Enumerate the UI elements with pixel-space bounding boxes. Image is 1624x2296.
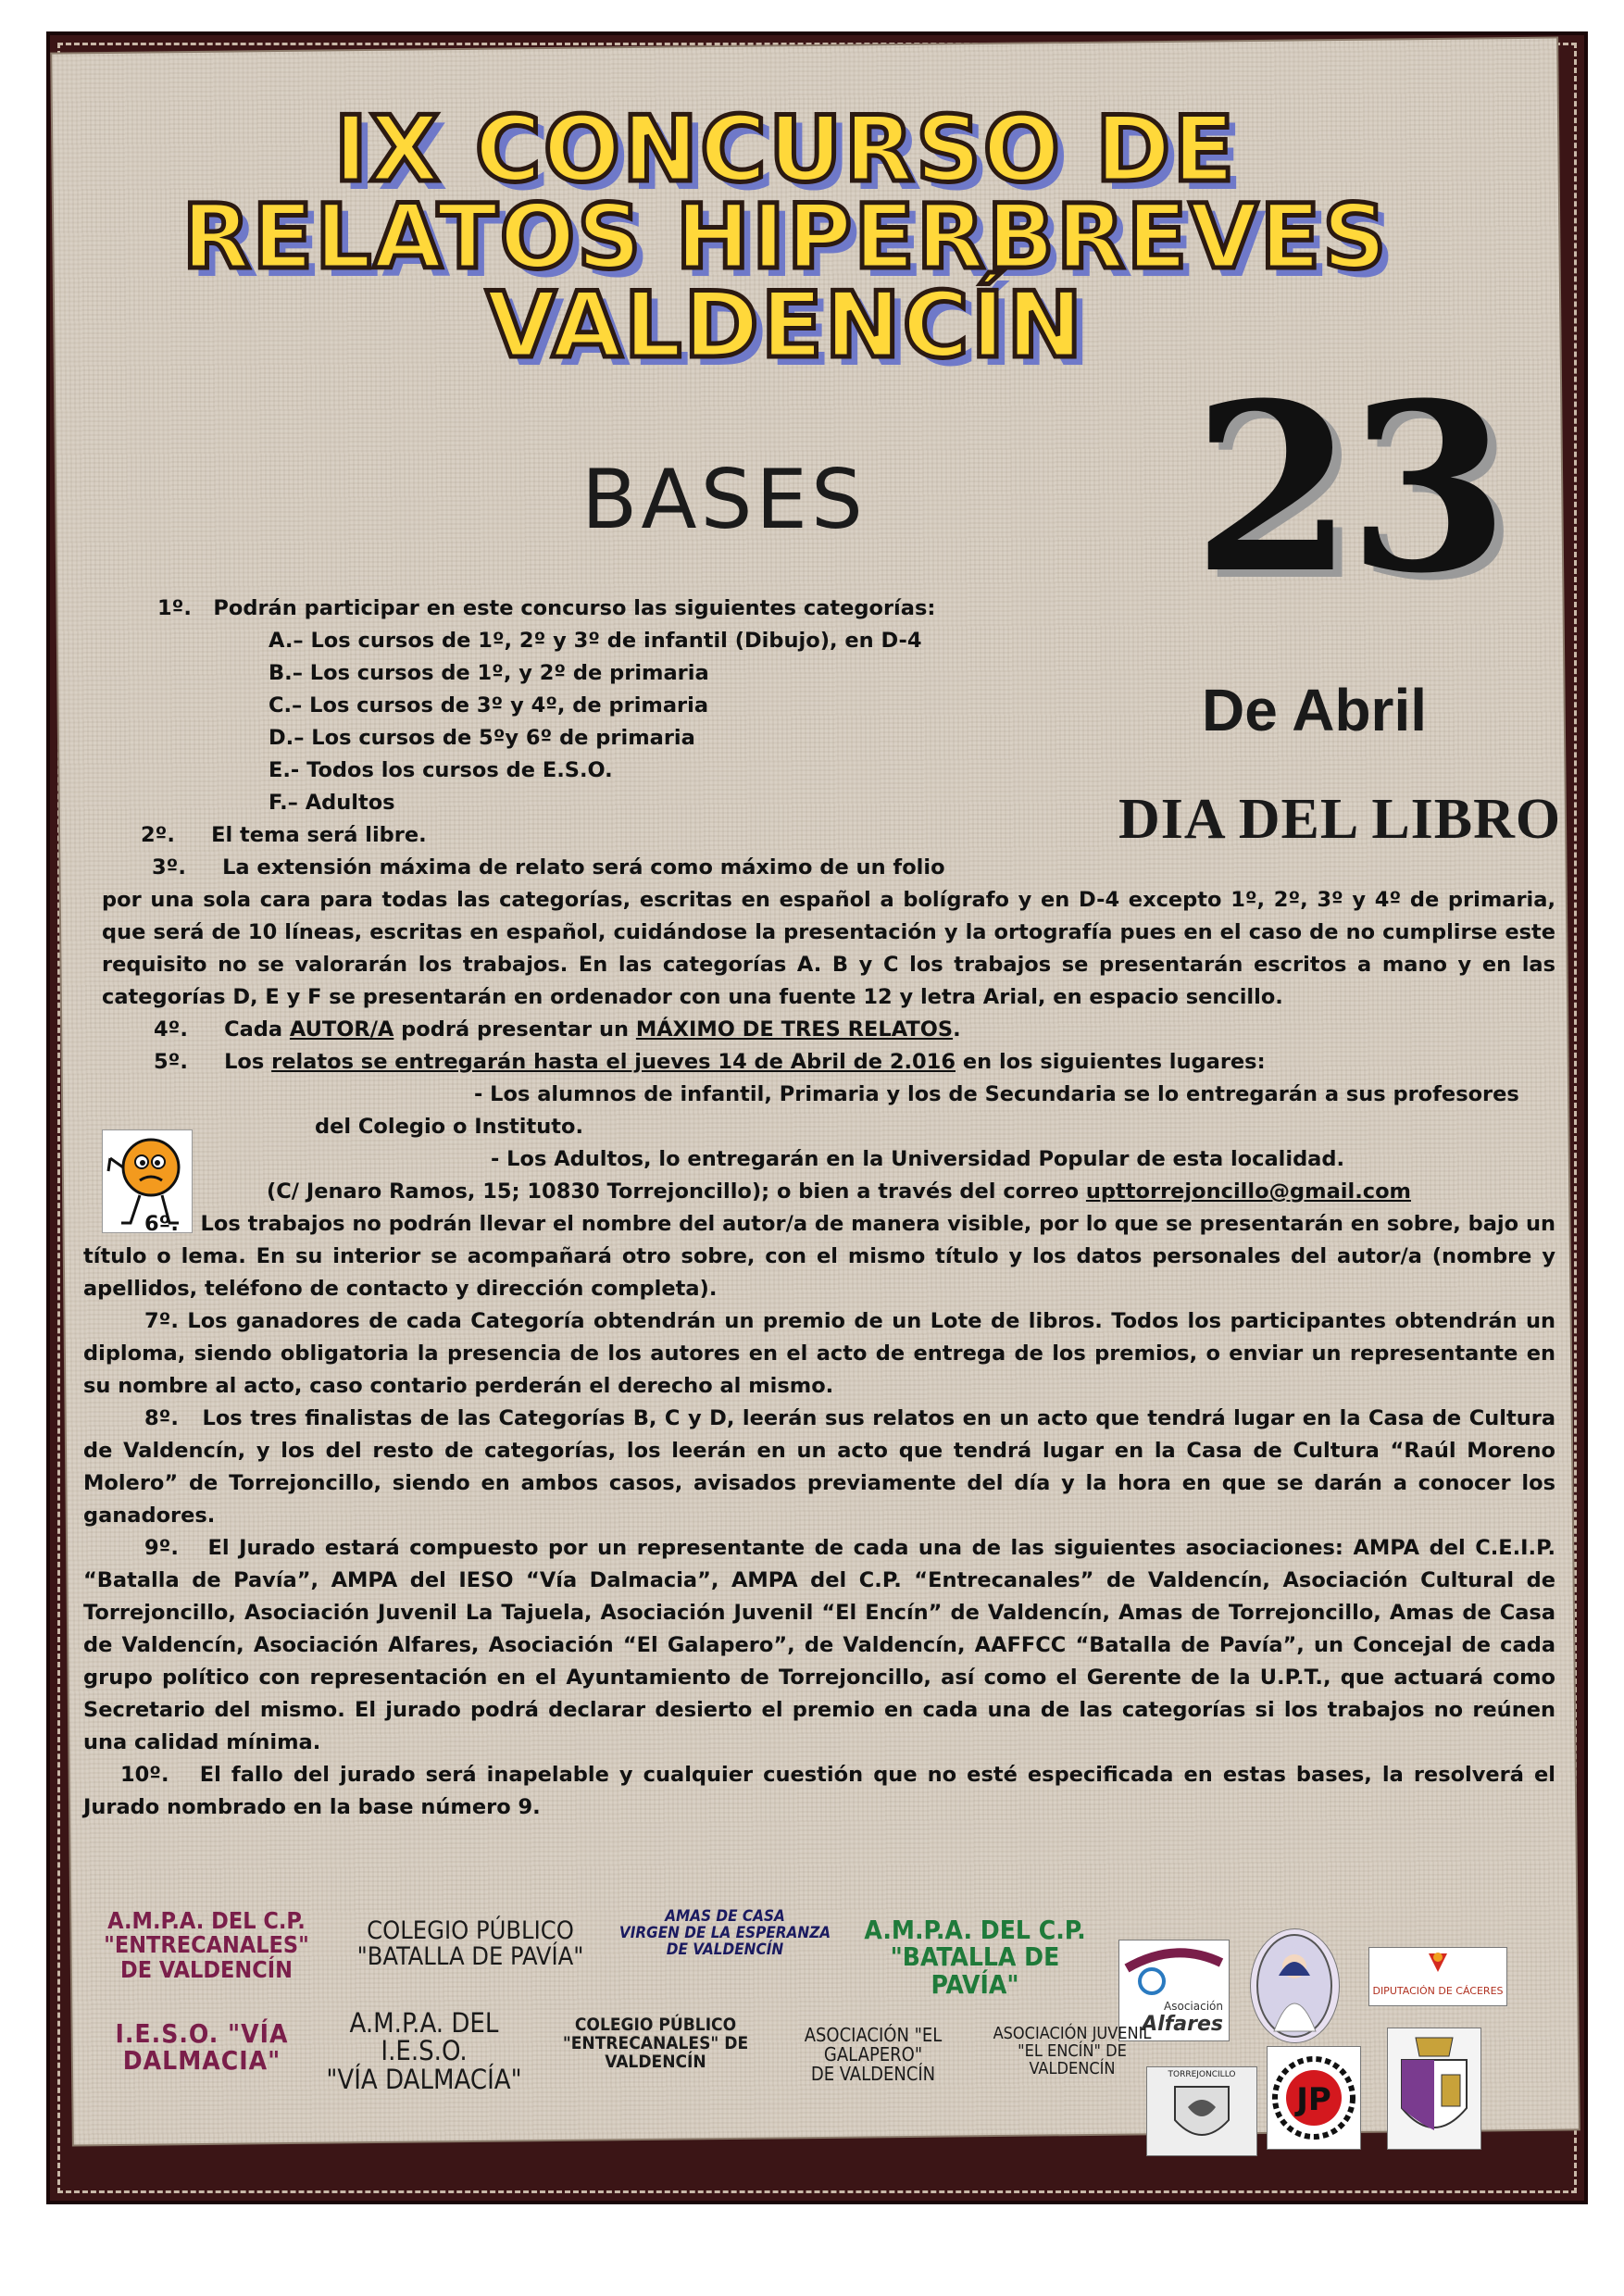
rule-6-number: 6º. — [144, 1212, 179, 1236]
rule-5-b: - Los Adultos, lo entregarán en la Universidad Popular de esta localidad. — [491, 1147, 1345, 1171]
coat-of-arms-icon — [1387, 2028, 1481, 2150]
rule-3-first — [83, 852, 1555, 884]
rule-5-a: - Los alumnos de infantil, Primaria y los de Secundaria se lo entregarán a sus profesores — [474, 1082, 1519, 1106]
diputacion-icon — [1369, 1948, 1506, 1981]
poster-paper — [52, 39, 1579, 2145]
rule-10-number: 10º. — [120, 1763, 169, 1787]
title-line-3: VALDENCÍN — [485, 273, 1085, 379]
category-e: E.- Todos los cursos de E.S.O. — [269, 758, 613, 782]
category-a: A.– Los cursos de 1º, 2º y 3º de infantil (Dibujo), en D-4 — [269, 629, 922, 653]
rule-5-number: 5º. — [154, 1050, 188, 1074]
logo-ampa-entrecanales: A.M.P.A. DEL C.P. "ENTRECANALES" DE VALDENCÍN — [104, 1907, 309, 1983]
rule-8 — [83, 1403, 1555, 1532]
category-c: C.– Los cursos de 3º y 4º, de primaria — [269, 693, 709, 718]
rule-2-number: 2º. — [141, 823, 175, 847]
rule-7 — [83, 1305, 1555, 1403]
rule-1-number: 1º. — [157, 596, 192, 620]
logo-colegio-batalla: COLEGIO PÚBLICO "BATALLA DE PAVÍA" — [356, 1916, 584, 1972]
rule-6-text: Los trabajos no podrán llevar el nombre del autor/a de manera visible, por lo que se presentarán en sobre, bajo un título o lema. En su interior se acompañará otro sobre, con el mismo título y los datos personales del autor/a (nombre y apellidos, teléfono de contacto y dirección completa). — [83, 1212, 1556, 1301]
rule-5: 5º. Los relatos se entregarán hasta el jueves 14 de Abril de 2.016 en los siguientes lugares: — [154, 1050, 1266, 1074]
rule-2 — [83, 819, 1555, 852]
rule-3-number: 3º. — [152, 855, 186, 880]
rule-8-number: 8º. — [144, 1406, 179, 1430]
logo-ampa-batalla: A.M.P.A. DEL C.P. "BATALLA DE PAVÍA" — [864, 1915, 1086, 2000]
rule-4-max: MÁXIMO DE TRES RELATOS — [635, 1017, 954, 1042]
rule-7-text: Los ganadores de cada Categoría obtendrán un premio de un Lote de libros. Todos los participantes obtendrán un diploma, siendo obligatoria la presencia de los autores en el acto de entrega de los premios, o enviar un representante en su nombre al acto, caso contario perderán el derecho al mismo. — [83, 1309, 1555, 1398]
rule-5-deadline: relatos se entregarán hasta el jueves 14 de Abril de 2.016 — [271, 1050, 956, 1074]
rule-9-number: 9º. — [144, 1536, 179, 1560]
logo-ampa-ieso: A.M.P.A. DEL I.E.S.O. "VÍA DALMACÍA" — [326, 2007, 522, 2095]
torrejoncillo-shield-icon — [1147, 2079, 1256, 2153]
title-line-1: IX CONCURSO DE — [333, 97, 1237, 203]
date-day: 23 — [1193, 352, 1504, 624]
logo-torrejoncillo: TORREJONCILLO — [1146, 2066, 1257, 2156]
logo-encin: ASOCIACIÓN JUVENIL "EL ENCÍN" DE VALDENCÍN — [993, 2024, 1152, 2078]
alfares-icon — [1119, 1940, 1229, 1996]
rule-2-text: El tema será libre. — [211, 823, 427, 847]
rule-1-text: Podrán participar en este concurso las siguientes categorías: — [213, 596, 936, 620]
jp-icon — [1268, 2047, 1360, 2149]
category-f: F.– Adultos — [269, 791, 395, 815]
rule-3-rest: por una sola cara para todas las categorías, escritas en español a bolígrafo y en D-4 excepto 1º, 2º, 3º y 4º de primaria, que será de 10 líneas, escritas en español, cuidándose la presentación y la ortografía pues en el caso de no cumplirse este requisito no se valorarán los trabajos. En las categorías A. B y C los trabajos se presentarán escritos a mano y en las categorías D, E y F se presentarán en ordenador con una fuente 12 y letra Arial, en espacio sencillo. — [102, 888, 1555, 1009]
title-line-2: RELATOS HIPERBREVES — [181, 185, 1389, 290]
rule-8-text: Los tres finalistas de las Categorías B, C y D, leerán sus relatos en un acto que tendrá lugar en la Casa de Cultura de Valdencín, y los del resto de categorías, los leerán en un acto que tendrá lugar en la Casa de Cultura “Raúl Moreno Molero” de Torrejoncillo, siendo en ambos casos, avisados previamente del día y la hora en que se darán a conocer los ganadores. — [83, 1406, 1556, 1528]
category-b: B.– Los cursos de 1º, y 2º de primaria — [269, 661, 709, 685]
rule-7-number: 7º. — [144, 1309, 179, 1333]
contact-email-link[interactable]: upttorrejoncillo@gmail.com — [1085, 1179, 1412, 1204]
rule-6 — [83, 1208, 1555, 1305]
rule-3-first-text: La extensión máxima de relato será como máximo de un folio — [222, 855, 945, 880]
jp-logo-text: JP — [1296, 2081, 1331, 2118]
event-name: DIA DEL LIBRO — [1118, 788, 1562, 851]
virgin-esperanza-icon — [1250, 1928, 1340, 2043]
rule-9 — [83, 1532, 1555, 1759]
rule-4-number: 4º. — [154, 1017, 188, 1042]
rule-9-text: El Jurado estará compuesto por un representante de cada una de las siguientes asociaciones: AMPA del C.E.I.P. “Batalla de Pavía”, AMPA del IESO “Vía Dalmacia”, AMPA del C.P. “Entrecanales” de Valdencín, Asociación Cultural de Torrejoncillo, Asociación Juvenil La Tajuela, Asociación Juvenil “El Encín” de Valdencín, Amas de Torrejoncillo, Amas de Casa de Valdencín, Asociación Alfares, Asociación “El Galapero”, de Valdencín, AAFFCC “Batalla de Pavía”, un Concejal de cada grupo político con representación en el Ayuntamiento de Torrejoncillo, así como el Gerente de la U.P.T., que actuará como Secretario del mismo. El jurado podrá declarar desierto el premio en cada una de las categorías si los trabajos no reúnen una calidad mínima. — [83, 1536, 1556, 1754]
rule-1 — [83, 593, 1555, 625]
logo-diputacion: DIPUTACIÓN DE CÁCERES — [1368, 1947, 1507, 2006]
date-month: De Abril — [1202, 677, 1427, 743]
rule-5-a2: del Colegio o Instituto. — [315, 1115, 584, 1139]
rule-10-text: El fallo del jurado será inapelable y cualquier cuestión que no esté especificada en estas bases, la resolverá el Jurado nombrado en la base número 9. — [83, 1763, 1555, 1819]
logo-ieso-via: I.E.S.O. "VÍA DALMACIA" — [115, 2018, 289, 2077]
category-d: D.– Los cursos de 5ºy 6º de primaria — [269, 726, 695, 750]
rules-body — [83, 593, 1555, 1824]
logo-amas-casa: AMAS DE CASA VIRGEN DE LA ESPERANZA DE VALDENCÍN — [618, 1907, 831, 1959]
logo-alfares: Asociación Alfares — [1118, 1940, 1230, 2041]
rule-10 — [83, 1759, 1555, 1824]
rule-4-author: AUTOR/A — [289, 1017, 394, 1042]
bases-heading: BASES — [581, 452, 867, 547]
logo-galapero: ASOCIACIÓN "EL GALAPERO" DE VALDENCÍN — [804, 2024, 943, 2085]
rule-4: 4º. Cada AUTOR/A podrá presentar un MÁXIMO DE TRES RELATOS. — [154, 1017, 961, 1042]
logo-jp — [1267, 2046, 1361, 2150]
rule-5-c: (C/ Jenaro Ramos, 15; 10830 Torrejoncillo); o bien a través del correo upttorrejoncillo@gmail.com — [267, 1179, 1412, 1204]
logo-colegio-entrecanales: COLEGIO PÚBLICO "ENTRECANALES" DE VALDENCÍN — [562, 2015, 749, 2072]
